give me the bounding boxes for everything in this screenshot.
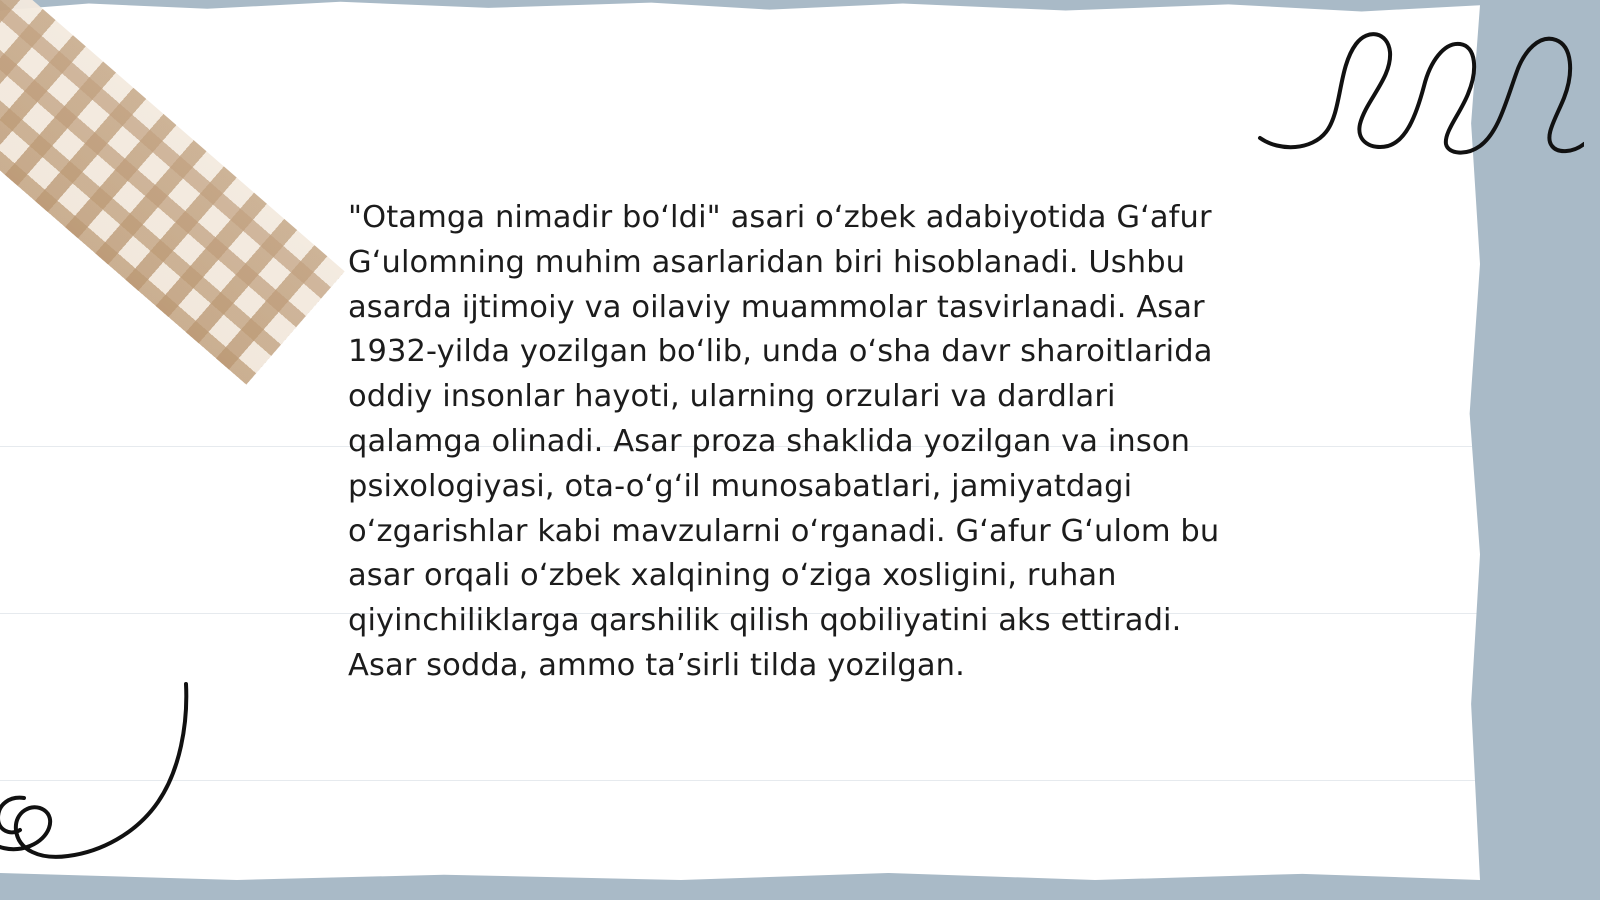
paper-rule-line [0,780,1480,781]
slide-body-text: "Otamga nimadir bo‘ldi" asari o‘zbek adabiyotida G‘afur G‘ulomning muhim asarlaridan biri hisoblanadi. Ushbu asarda ijtimoiy va oilaviy muammolar tasvirlanadi. Asar 1932-yilda yozilgan bo‘lib, unda o‘sha davr sharoitlarida oddiy insonlar hayoti, ularning orzulari va dardlari qalamga olinadi. Asar proza shaklida yozilgan va inson psixologiyasi, ota-o‘g‘il munosabatlari, jamiyatdagi o‘zgarishlar kabi mavzularni o‘rganadi. G‘afur G‘ulom bu asar orqali o‘zbek xalqining o‘ziga xosligini, ruhan qiyinchiliklarga qarshilik qilish qobiliyatini aks ettiradi. Asar sodda, ammo ta’sirli tilda yozilgan. [348,200,1230,683]
loop-squiggle-doodle-icon [1254,20,1584,160]
loop-swirl-doodle-icon [0,678,220,868]
